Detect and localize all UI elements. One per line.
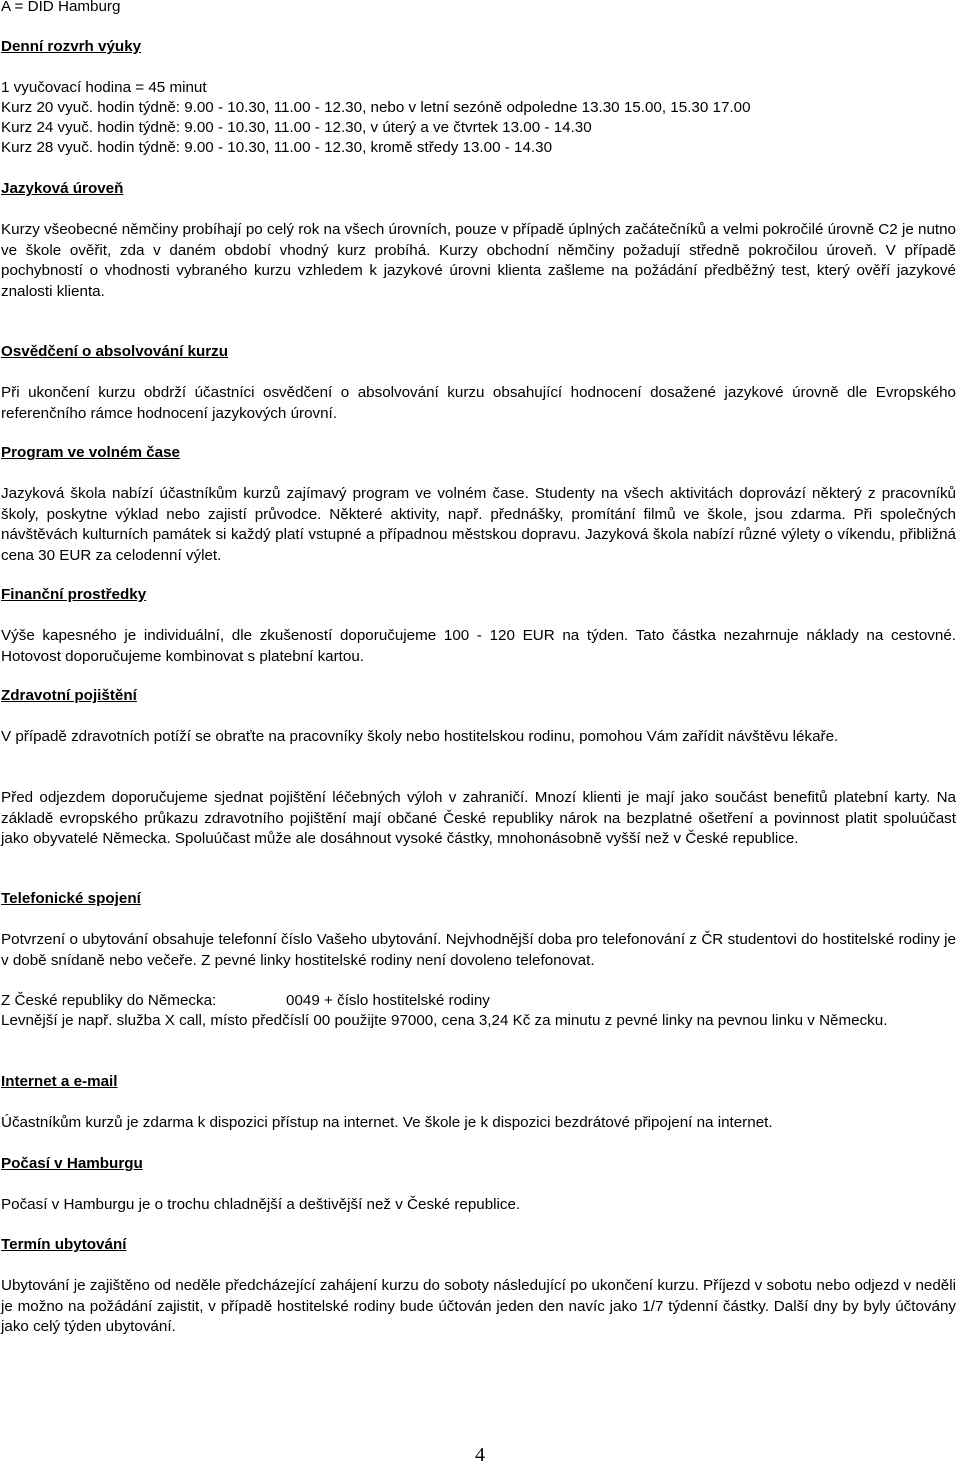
certificate-paragraph: Při ukončení kurzu obdrží účastníci osvědčení o absolvování kurzu obsahující hodnocení dosažené jazykové úrovně dle Evropského referenčního rámce hodnocení jazykových úrovní. [1,384,956,422]
schedule-line: Kurz 24 vyuč. hodin týdně: 9.00 - 10.30, 11.00 - 12.30, v úterý a ve čtvrtek 13.00 - 14.30 [1,119,592,136]
accommodation-paragraph: Ubytování je zajištěno od neděle předcházející zahájení kurzu do soboty následující po ukončení kurzu. Příjezd v sobotu nebo odjezd v neděli je možno na požádání zajistit, v případě hostitelské rodiny bude účtován jeden den navíc jako 1/7 týdenní částky. Další dny by byly účtovány jako celý týden ubytování. [1,1277,956,1336]
leisure-heading: Program ve volném čase [1,444,180,461]
level-heading: Jazyková úroveň [1,180,124,197]
phone-dial-label: Z České republiky do Německa: [1,992,217,1009]
health-heading: Zdravotní pojištění [1,687,137,704]
phone-dial-row [1,991,490,1011]
certificate-heading: Osvědčení o absolvování kurzu [1,343,229,360]
phone-paragraph: Potvrzení o ubytování obsahuje telefonní číslo Vašeho ubytování. Nejvhodnější doba pro telefonování z ČR studentovi do hostitelské rodiny je v době snídaně nebo večeře. Z pevné linky hostitelské rodiny není dovoleno telefonovat. [1,931,956,969]
phone-dial-value: 0049 + číslo hostitelské rodiny [286,992,490,1009]
schedule-line: Kurz 20 vyuč. hodin týdně: 9.00 - 10.30, 11.00 - 12.30, nebo v letní sezóně odpoledne 13.30 15.00, 15.30 17.00 [1,99,751,116]
accommodation-heading: Termín ubytování [1,1236,127,1253]
phone-heading: Telefonické spojení [1,890,141,907]
weather-paragraph: Počasí v Hamburgu je o trochu chladnější a deštivější než v České republice. [1,1196,521,1213]
finance-paragraph: Výše kapesného je individuální, dle zkušeností doporučujeme 100 - 120 EUR na týden. Tato částka nezahrnuje náklady na cestovné. Hotovost doporučujeme kombinovat s platební kartou. [1,627,956,665]
schedule-heading: Denní rozvrh výuky [1,38,142,55]
internet-heading: Internet a e-mail [1,1073,118,1090]
phone-cheaper-paragraph: Levnější je např. služba X call, místo předčíslí 00 použijte 97000, cena 3,24 Kč za minutu z pevné linky na pevnou linku v Německu. [1,1012,888,1029]
finance-heading: Finanční prostředky [1,586,147,603]
leisure-paragraph: Jazyková škola nabízí účastníkům kurzů zajímavý program ve volném čase. Studenty na všech aktivitách doprovází některý z pracovníků školy, poskytne výklad nebo zajistí průvodce. Některé aktivity, např. přednášky, promítání filmů ve škole, jsou zdarma. Při společných návštěvách kulturních památek si každý platí vstupné a případnou městskou dopravu. Jazyková škola nabízí různé výlety o víkendu, přibližná cena 30 EUR za celodenní výlet. [1,485,956,564]
page-number: 4 [475,1444,485,1466]
schedule-line: 1 vyučovací hodina = 45 minut [1,79,207,96]
health-paragraph-2: Před odjezdem doporučujeme sjednat pojištění léčebných výloh v zahraničí. Mnozí klienti je mají jako součást benefitů platební karty. Na základě evropského průkazu zdravotního pojištění mají občané České republiky nárok na bezplatné ošetření a povinnost platit spoluúčast jako obyvatelé Německa. Spoluúčast může ale dosáhnout vysoké částky, mnohonásobně vyšší než v České republice. [1,789,956,848]
health-paragraph-1: V případě zdravotních potíží se obraťte na pracovníky školy nebo hostitelskou rodinu, pomohou Vám zařídit návštěvu lékaře. [1,728,839,745]
schedule-line: Kurz 28 vyuč. hodin týdně: 9.00 - 10.30, 11.00 - 12.30, kromě středy 13.00 - 14.30 [1,139,553,156]
level-paragraph: Kurzy všeobecné němčiny probíhají po celý rok na všech úrovních, pouze v případě úplných začátečníků a velmi pokročilé úrovně C2 je nutno ve škole ověřit, zda v daném období vhodný kurz probíhá. Kurzy obchodní němčiny požadují středně pokročilou úroveň. V případě pochybností o vhodnosti vybraného kurzu vzhledem k jazykové úrovni klienta zašleme na požádání předběžný test, který ověří jazykové znalosti klienta. [1,221,956,300]
agency-label: A = DID Hamburg [1,0,121,15]
internet-paragraph: Účastníkům kurzů je zdarma k dispozici přístup na internet. Ve škole je k dispozici bezdrátové připojení na internet. [1,1114,773,1131]
weather-heading: Počasí v Hamburgu [1,1155,143,1172]
